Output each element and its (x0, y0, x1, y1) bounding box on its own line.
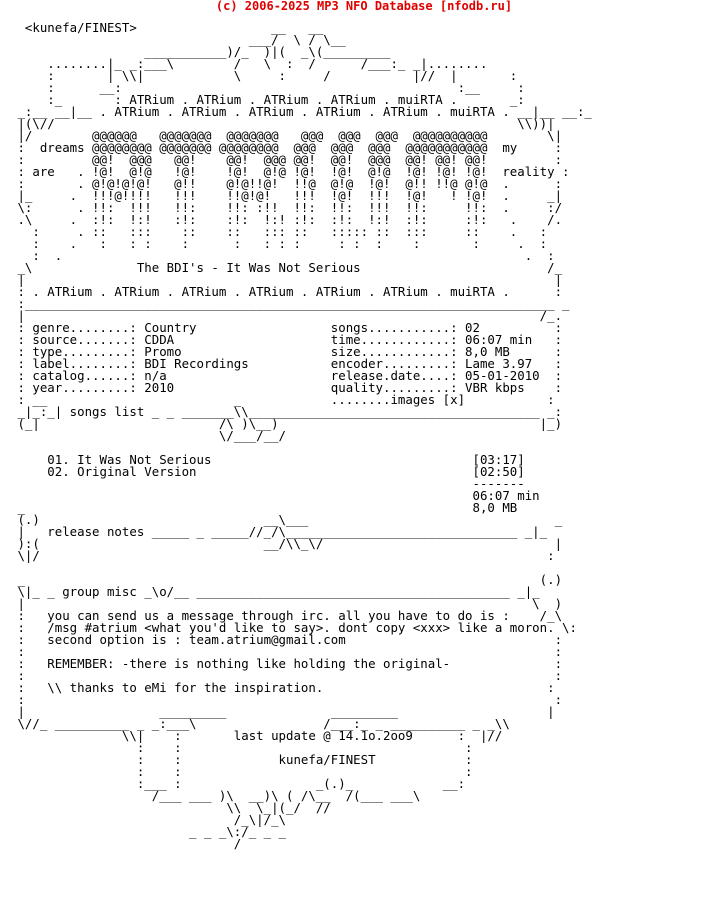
nfo-line: <kunefa/FINEST> __ __ (10, 20, 324, 35)
nfo-line: |/ @@@@@@ @@@@@@@ @@@@@@@ @@@ @@@ @@@ @@@@@@@@@@ \| (10, 128, 563, 143)
nfo-line: : you can send us a message through irc. all you have to do is : /_\ (10, 608, 563, 623)
nfo-line: /_\|/_\ (10, 812, 287, 827)
nfo-line: : . : : : : : : : : : : : : : . : (10, 236, 548, 251)
nfo-line: (.) __\___ _ (10, 512, 563, 527)
nfo-line: :___ : _(.)_ __: (10, 776, 466, 791)
nfo-line: | \ ) (10, 596, 563, 611)
nfo-line: \/___/__/ (10, 428, 287, 443)
nfo-line: : genre........: Country songs...........: 02 : (10, 320, 563, 335)
nfo-line: | | (10, 272, 563, 287)
nfo-line: : /msg #atrium <what you'd like to say>. dont copy <xxx> like a moron. \: (10, 620, 577, 635)
nfo-line: \|_ _ group misc _\o/__ __________________________________________ _|_ (10, 584, 540, 599)
nfo-line: : dreams @@@@@@@@ @@@@@@@ @@@@@@@@ @@@ @@@ @@@ @@@@@@@@@@@ my : (10, 140, 563, 155)
nfo-line: : year.........: 2010 quality.........: VBR kbps : (10, 380, 563, 395)
nfo-line: : : (10, 668, 563, 683)
nfo-line: / (10, 836, 242, 851)
nfo-line: : . ATRium . ATRium . ATRium . ATRium . ATRium . ATRium . muiRTA . : (10, 284, 563, 299)
nfo-line: \\| : last update @ 14.1o.2oo9 : |// (10, 728, 503, 743)
nfo-line: : __: :__ : (10, 80, 525, 95)
nfo-line: : type.........: Promo size............: 8,0 MB : (10, 344, 563, 359)
nfo-line: : @@! @@@ @@! @@! @@@ @@! @@! @@@ @@! @@! @@! : (10, 152, 563, 167)
nfo-line: _:__ __|__ . ATRium . ATRium . ATRium . ATRium . ATRium . muiRTA . __|__ __:_ (10, 104, 592, 119)
nfo-line: _ (.) (10, 572, 563, 587)
nfo-line: : | \\| \ : / |// | : (10, 68, 518, 83)
nfo-line: : : kunefa/FINEST : (10, 752, 473, 767)
nfo-line: _ _ _\:/_ _ _ (10, 824, 287, 839)
nfo-line: 02. Original Version [02:50] (10, 464, 525, 479)
nfo-line: _\ The BDI's - It Was Not Serious /_ (10, 260, 563, 275)
nfo-line: : . @!@!@!@! @!! @!@!!@! !!@ @!@ !@! @!! !!@ @!@ . : (10, 176, 563, 191)
nfo-line: ___________)/_ )|( _\(_________ (10, 44, 391, 59)
nfo-line: ------- (10, 476, 525, 491)
nfo-line: |(\// \\))| (10, 116, 555, 131)
nfo-line: | release notes _____ _ _____//_/\_______________________________ _|_ (10, 524, 548, 539)
nfo-line: \|/ : (10, 548, 555, 563)
nfo-line: : __ _ ........images [x] : (10, 392, 555, 407)
nfo-line: : : : (10, 764, 473, 779)
nfo-line: : : (10, 644, 563, 659)
nfo-line: : : (10, 692, 563, 707)
site-header-banner: (c) 2006-2025 MP3 NFO Database [nfodb.ru] (215, 0, 513, 13)
nfo-line: : . :: ::: :: :: ::: :: ::::: :: ::: :: . : (10, 224, 548, 239)
nfo-line: |_ . !!!@!!!! !!! !!@!@! !!! !@! !!! !@! ! !@! . _| (10, 188, 563, 203)
nfo-line: ........|_ _:___\ / \ : / /___:_ _|........ (10, 56, 488, 71)
nfo-line: : are . !@! @!@ !@! !@! @!@ !@! !@! @!@ !@! !@! !@! reality : (10, 164, 570, 179)
nfo-line: \//_ __________ _ _:___\ /___:_ _ __________ _ _\\ (10, 716, 510, 731)
nfo-line: :_______________________________________________________________________ _ (10, 296, 570, 311)
nfo-line: | /_. (10, 308, 563, 323)
nfo-line: /___ ___ )\ __)\ ( /\__ /(___ ___\ (10, 788, 421, 803)
nfo-line: | _________ _________ | (10, 704, 555, 719)
nfo-line: : catalog......: n/a release.date....: 05-01-2010 : (10, 368, 563, 383)
nfo-line: 06:07 min (10, 488, 540, 503)
nfo-line: 01. It Was Not Serious [03:17] (10, 452, 525, 467)
nfo-line: _|_:_| songs list _ _ _______\\_______________________________________ _: (10, 404, 563, 419)
nfo-line: : label........: BDI Recordings encoder.........: Lame 3.97 : (10, 356, 563, 371)
nfo-line: _ 8,0 MB (10, 500, 518, 515)
nfo-line: : REMEMBER: -there is nothing like holding the original- : (10, 656, 563, 671)
nfo-line: .\ . :!: !:! :!: :!: !:! :!: :!: !:! :!: :!: . /. (10, 212, 563, 227)
nfo-line: : : : (10, 740, 473, 755)
nfo-line: \\ \_|(_/ // (10, 800, 331, 815)
nfo-line: : second option is : team.atrium@gmail.com : (10, 632, 563, 647)
nfo-line: : . . : (10, 248, 555, 263)
nfo-line: :_ : ATRium . ATRium . ATRium . ATRium . muiRTA . _: (10, 92, 525, 107)
nfo-line: (_| /\ )\__) |_) (10, 416, 563, 431)
nfo-ascii-document (10, 22, 592, 850)
nfo-line: ___/ \ / \__ (10, 32, 346, 47)
nfo-line: : \\ thanks to eMi for the inspiration. : (10, 680, 555, 695)
nfo-line: : source.......: CDDA time............: 06:07 min : (10, 332, 563, 347)
nfo-line: ):( __/\\_\/ | (10, 536, 563, 551)
nfo-line: \: . !!: !!! !!: !!: :!! !!: !!: !!! !!: !!: . :/ (10, 200, 563, 215)
